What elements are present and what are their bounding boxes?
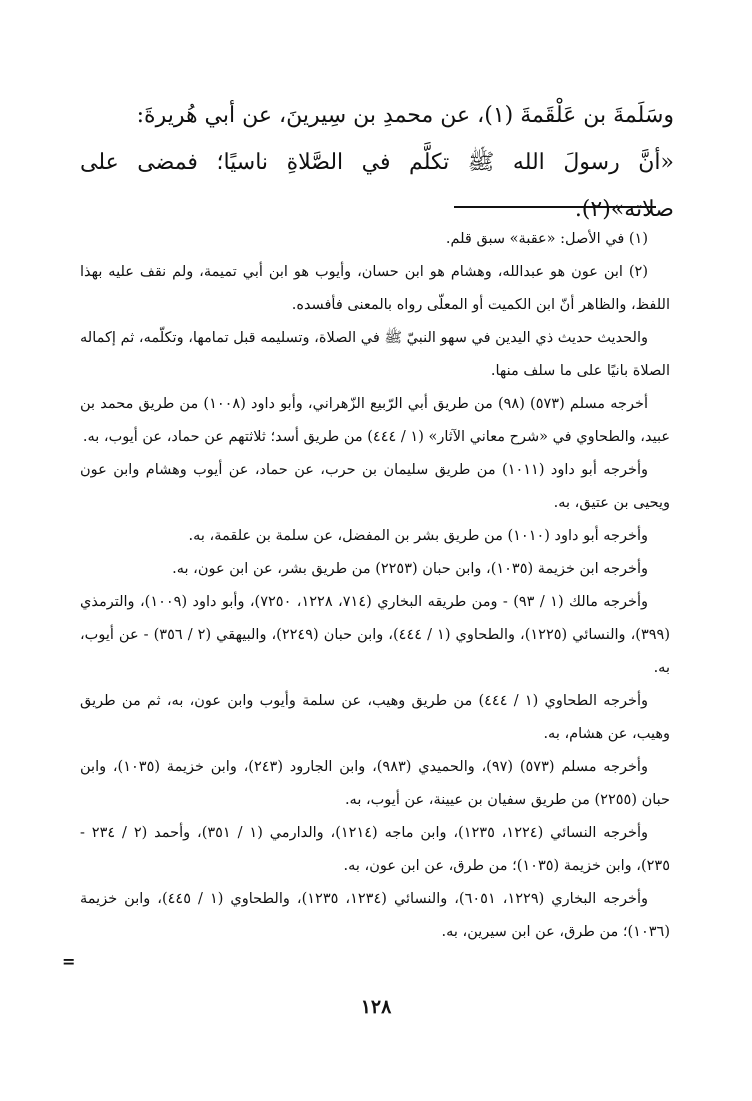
continuation-mark: = [62, 952, 76, 971]
footnotes [80, 223, 670, 949]
footnote-separator [454, 206, 656, 208]
footnote-paragraph: وأخرجه مسلم (٥٧٣) (٩٧)، والحميدي (٩٨٣)، وابن الجارود (٢٤٣)، وابن خزيمة (١٠٣٥)، وابن حبان (٢٢٥٥) من طريق سفيان بن عيينة، عن أيوب، به. [80, 759, 670, 808]
footnote-paragraph: والحديث حديث ذي اليدين في سهو النبيّ ﷺ في الصلاة، وتسليمه قبل تمامها، وتكلّمه، ثم إكماله الصلاة بانيًا على ما سلف منها. [80, 330, 670, 379]
footnote-paragraph: أخرجه مسلم (٥٧٣) (٩٨) من طريق أبي الرّبيع الزّهراني، وأبو داود (١٠٠٨) من طريق محمد بن عبيد، والطحاوي في «شرح معاني الآثار» (١ / ٤٤٤) من طريق أسد؛ ثلاثتهم عن حماد، عن أيوب، به. [80, 396, 670, 445]
footnote-paragraph: وأخرجه البخاري (١٢٢٩، ٦٠٥١)، والنسائي (١٢٣٤، ١٢٣٥)، والطحاوي (١ / ٤٤٥)، وابن خزيمة (١٠٣٦)؛ من طرق، عن ابن سيرين، به. [80, 891, 670, 940]
page-number: ١٢٨ [360, 996, 392, 1018]
footnote-paragraph: وأخرجه ابن خزيمة (١٠٣٥)، وابن حبان (٢٢٥٣) من طريق بشر، عن ابن عون، به. [172, 561, 648, 577]
footnote-paragraph: وأخرجه أبو داود (١٠١١) من طريق سليمان بن حرب، عن حماد، عن أيوب وهشام وابن عون ويحيى بن عتيق، به. [80, 462, 670, 511]
footnote-paragraph: وأخرجه الطحاوي (١ / ٤٤٤) من طريق وهيب، عن سلمة وأيوب وابن عون، به، ثم من طريق وهيب، عن هشام، به. [80, 693, 670, 742]
footnote-2: (٢) ابن عون هو عبدالله، وهشام هو ابن حسان، وأيوب هو ابن أبي تميمة، ولم نقف عليه بهذا اللفظ، والظاهر أنّ ابن الكميت أو المعلّى رواه بالمعنى فأفسده. [80, 264, 670, 313]
main-text-line: «أنَّ رسولَ الله ﷺ تكلَّم في الصَّلاةِ ناسيًا؛ فمضى على صلاته»(٢). [80, 150, 674, 222]
main-text [80, 92, 674, 233]
main-text-line: وسَلَمةَ بن عَلْقَمةَ (١)، عن محمدِ بن سِيرينَ، عن أبي هُريرةَ: [136, 103, 674, 128]
footnote-paragraph: وأخرجه مالك (١ / ٩٣) - ومن طريقه البخاري (٧١٤، ١٢٢٨، ٧٢٥٠)، وأبو داود (١٠٠٩)، والترمذي (٣٩٩)، والنسائي (١٢٢٥)، والطحاوي (١ / ٤٤٤)، وابن حبان (٢٢٤٩)، والبيهقي (٢ / ٣٥٦) - عن أيوب، به. [80, 594, 670, 676]
footnote-paragraph: وأخرجه أبو داود (١٠١٠) من طريق بشر بن المفضل، عن سلمة بن علقمة، به. [188, 528, 648, 544]
footnote-paragraph: وأخرجه النسائي (١٢٢٤، ١٢٣٥)، وابن ماجه (١٢١٤)، والدارمي (١ / ٣٥١)، وأحمد (٢ / ٢٣٤ - ٢٣٥)، وابن خزيمة (١٠٣٥)؛ من طرق، عن ابن عون، به. [80, 825, 670, 874]
footnote-1: (١) في الأصل: «عقبة» سبق قلم. [445, 231, 648, 247]
